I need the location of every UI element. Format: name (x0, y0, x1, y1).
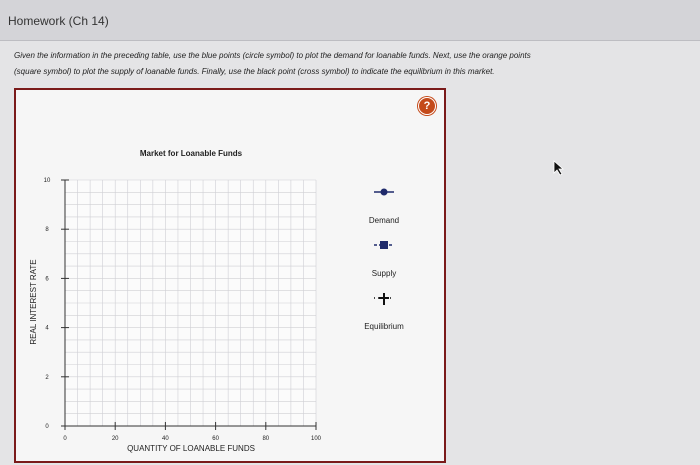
loanable-funds-chart[interactable] (16, 90, 444, 461)
x-tick-label: 80 (262, 436, 270, 442)
plot-grid[interactable] (65, 180, 316, 426)
supply-legend-tool[interactable] (372, 241, 396, 278)
assignment-title: Homework (Ch 14) (8, 14, 109, 28)
x-tick-label: 20 (111, 436, 119, 442)
instructions-line-2: (square symbol) to plot the supply of loanable funds. Finally, use the black point (cross symbol) to indicate the equilibrium in this market. (14, 67, 495, 76)
instructions-text (14, 48, 696, 80)
chart-title: Market for Loanable Funds (139, 149, 243, 158)
graph-panel (14, 88, 446, 463)
header-bar (0, 0, 700, 41)
y-tick-label: 8 (45, 227, 49, 234)
x-tick-label: 100 (310, 436, 322, 442)
x-tick-label: 0 (63, 436, 67, 442)
supply-legend-label: Supply (371, 269, 397, 278)
x-tick-label: 60 (212, 436, 219, 442)
demand-legend-label: Demand (368, 216, 400, 225)
supply-square-icon[interactable] (380, 241, 388, 249)
demand-legend-tool[interactable] (369, 189, 399, 226)
y-tick-label: 4 (45, 325, 49, 332)
y-tick-label: 0 (45, 424, 49, 430)
y-tick-label: 10 (43, 178, 51, 184)
x-axis-title: QUANTITY OF LOANABLE FUNDS (127, 444, 255, 453)
equilibrium-cross-icon[interactable] (379, 293, 389, 305)
y-tick-label: 2 (45, 374, 49, 381)
equilibrium-legend-tool[interactable] (364, 293, 404, 331)
x-tick-label: 40 (162, 436, 169, 442)
equilibrium-legend-label: Equilibrium (364, 322, 404, 331)
mouse-pointer-icon (553, 160, 565, 176)
y-tick-label: 6 (45, 276, 49, 283)
instructions-line-1: Given the information in the preceding table, use the blue points (circle symbol) to plot the demand for loanable funds. Next, use the orange points (14, 51, 531, 60)
y-axis-title: REAL INTEREST RATE (29, 259, 38, 345)
help-button[interactable]: ? (418, 97, 436, 115)
demand-circle-icon[interactable] (381, 189, 388, 196)
